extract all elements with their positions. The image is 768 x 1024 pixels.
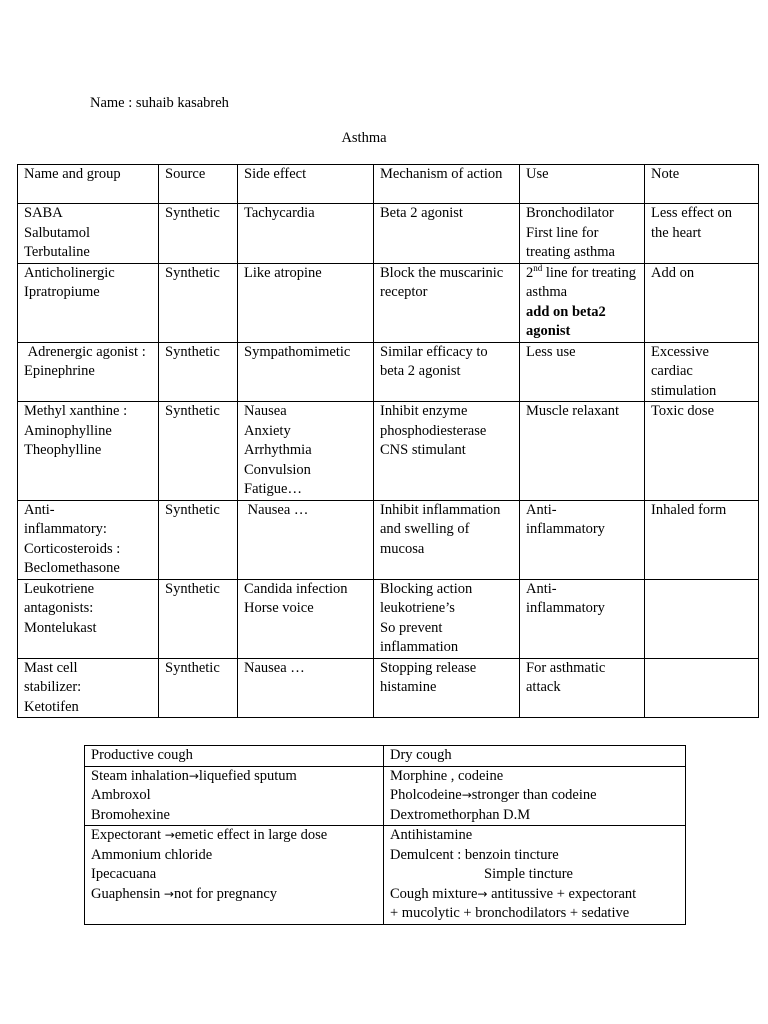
mechanism-cell	[374, 500, 520, 579]
header-cell: Use	[520, 165, 645, 204]
cell-line: Anxiety	[244, 422, 291, 439]
document-title: Asthma	[341, 130, 387, 146]
arrow-right-icon: →	[188, 768, 199, 783]
side-effect-cell	[238, 342, 374, 402]
asthma-drug-table	[17, 164, 759, 718]
cell-line	[91, 767, 377, 787]
dry-cough-cell	[384, 766, 686, 826]
header-cell: Dry cough	[384, 746, 686, 767]
cell-line: For asthmatic attack	[526, 659, 606, 695]
cell-line: + mucolytic + bronchodilators + sedative	[390, 905, 630, 921]
cell-line: Ketotifen	[24, 698, 79, 715]
header-cell: Side effect	[238, 165, 374, 204]
cell-line: Simple tincture	[484, 866, 573, 882]
cell-line: Adrenergic agonist :	[24, 343, 146, 360]
mechanism-cell	[374, 579, 520, 658]
name-group-cell	[18, 342, 159, 402]
cell-line: Ambroxol	[91, 787, 151, 803]
cell-line: Fatigue…	[244, 481, 302, 497]
arrow-right-icon: →	[164, 828, 175, 842]
cell-line: Ipecacuana	[91, 866, 157, 882]
cell-line: Toxic dose	[651, 403, 715, 419]
source-cell: Synthetic	[159, 263, 238, 342]
cell-line: Horse voice	[244, 600, 314, 616]
cell-line: Bromohexine	[91, 806, 170, 823]
table-row	[85, 766, 686, 826]
dry-cough-cell	[384, 826, 686, 925]
cell-text: emetic effect in large dose	[174, 827, 328, 843]
cell-line: Anti-inflammatory:	[24, 501, 107, 537]
cell-line: Methyl xanthine :	[24, 403, 128, 419]
cell-text: Cough mixture	[390, 885, 478, 902]
cell-text: antitussive + expectorant	[487, 885, 637, 902]
header-cell: Mechanism of action	[374, 165, 520, 204]
arrow-right-icon: →	[477, 886, 488, 901]
cell-line: Blocking action leukotriene’s	[380, 580, 473, 616]
cell-line: First line for treating asthma	[526, 224, 615, 260]
ordinal-suffix: nd	[533, 262, 543, 273]
side-effect-cell	[238, 263, 374, 342]
name-group-cell	[18, 263, 159, 342]
cell-line: Beclomethasone	[24, 560, 120, 576]
table-row	[18, 342, 759, 402]
cell-line: Less effect on the heart	[651, 205, 733, 241]
cell-line: CNS stimulant	[380, 442, 466, 458]
side-effect-cell	[238, 500, 374, 579]
cell-line: Arrhythmia	[244, 442, 312, 458]
table-row	[18, 658, 759, 718]
cell-line	[390, 885, 679, 905]
table-row	[18, 204, 759, 264]
document-title-wrap	[0, 129, 768, 149]
header-cell: Note	[645, 165, 759, 204]
source-cell: Synthetic	[159, 342, 238, 402]
cell-line: Bronchodilator	[526, 205, 614, 221]
cell-line: Inhibit inflammation and swelling of mucosa	[380, 501, 501, 557]
header-cell: Source	[159, 165, 238, 204]
source-cell: Synthetic	[159, 500, 238, 579]
cell-line	[526, 264, 638, 303]
table-row	[18, 263, 759, 342]
cell-line: Anticholinergic	[24, 264, 115, 281]
cell-text: Expectorant	[91, 827, 165, 843]
cell-line: Anti-inflammatory	[526, 501, 605, 537]
table-header-row	[85, 746, 686, 767]
use-cell	[520, 579, 645, 658]
use-cell	[520, 500, 645, 579]
source-cell: Synthetic	[159, 204, 238, 264]
cell-text: Steam inhalation	[91, 767, 189, 784]
cell-line: Nausea …	[244, 659, 305, 676]
cell-line: Aminophylline	[24, 422, 112, 439]
mechanism-cell	[374, 342, 520, 402]
arrow-right-icon: →	[461, 788, 472, 802]
note-cell	[645, 658, 759, 718]
name-group-cell	[18, 500, 159, 579]
table-row	[18, 500, 759, 579]
use-cell	[520, 658, 645, 718]
cell-line: Salbutamol	[24, 224, 91, 241]
cell-line: Muscle relaxant	[526, 403, 620, 419]
header-cell: Productive cough	[85, 746, 384, 767]
name-group-cell	[18, 402, 159, 501]
cell-line: Nausea	[244, 403, 287, 419]
cell-line: Anti-inflammatory	[526, 580, 605, 616]
productive-cough-cell	[85, 826, 384, 925]
mechanism-cell	[374, 658, 520, 718]
cell-line: Mast cell stabilizer:	[24, 659, 82, 695]
cell-line: Inhibit enzyme phosphodiesterase	[380, 403, 487, 439]
mechanism-cell	[374, 402, 520, 501]
cell-line: Stopping release histamine	[380, 659, 477, 695]
note-cell	[645, 204, 759, 264]
source-cell: Synthetic	[159, 658, 238, 718]
name-group-cell	[18, 658, 159, 718]
cough-table	[84, 745, 686, 925]
table-row	[85, 826, 686, 925]
name-group-cell	[18, 579, 159, 658]
mechanism-cell	[374, 263, 520, 342]
cell-line: Like atropine	[244, 264, 322, 281]
cell-line: Beta 2 agonist	[380, 205, 463, 221]
cell-line: SABA	[24, 205, 63, 221]
header-cell: Name and group	[18, 165, 159, 204]
cell-line-bold: add on beta2 agonist	[526, 303, 606, 339]
note-cell	[645, 579, 759, 658]
name-group-cell	[18, 204, 159, 264]
cell-line: Corticosteroids :	[24, 540, 121, 557]
student-name: Name : suhaib kasabreh	[90, 95, 229, 111]
side-effect-cell	[238, 402, 374, 501]
cell-text: not for pregnancy	[173, 885, 278, 902]
cell-line: Inhaled form	[651, 501, 727, 518]
cell-line: Antihistamine	[390, 827, 473, 843]
note-cell	[645, 263, 759, 342]
cell-line: Similar efficacy to beta 2 agonist	[380, 343, 488, 379]
side-effect-cell	[238, 658, 374, 718]
cell-line: So prevent inflammation	[380, 619, 459, 655]
cell-line: Excessive cardiac stimulation	[651, 343, 717, 399]
cell-line: Convulsion	[244, 461, 311, 478]
mechanism-cell	[374, 204, 520, 264]
cell-line	[91, 885, 377, 905]
cell-line: Nausea …	[244, 501, 309, 518]
cell-line: Ipratropiume	[24, 284, 100, 300]
cell-line: Epinephrine	[24, 363, 95, 379]
cell-line: Ammonium chloride	[91, 846, 213, 863]
cell-line: Leukotriene antagonists:	[24, 580, 95, 616]
cell-line: Morphine , codeine	[390, 767, 504, 784]
cell-line: Theophylline	[24, 442, 102, 458]
cell-line: Candida infection	[244, 580, 348, 597]
ordinal-number: 2	[526, 264, 534, 281]
cell-text: Pholcodeine	[390, 787, 462, 803]
cell-line: Add on	[651, 264, 695, 281]
arrow-right-icon: →	[163, 886, 174, 901]
table-row	[18, 579, 759, 658]
side-effect-cell	[238, 579, 374, 658]
table-row	[18, 402, 759, 501]
cell-line: Tachycardia	[244, 205, 315, 221]
note-cell	[645, 402, 759, 501]
productive-cough-cell	[85, 766, 384, 826]
cell-line: Terbutaline	[24, 244, 90, 260]
cell-text: liquefied sputum	[198, 767, 297, 784]
cell-line: Sympathomimetic	[244, 343, 351, 360]
cell-line: Montelukast	[24, 619, 97, 636]
use-text: line for treating asthma	[526, 264, 637, 300]
use-cell	[520, 204, 645, 264]
use-cell	[520, 342, 645, 402]
cell-text: stronger than codeine	[471, 787, 597, 803]
source-cell: Synthetic	[159, 579, 238, 658]
source-cell: Synthetic	[159, 402, 238, 501]
cell-line: Demulcent : benzoin tincture	[390, 846, 559, 863]
use-cell	[520, 263, 645, 342]
side-effect-cell	[238, 204, 374, 264]
cell-line	[91, 826, 377, 846]
note-cell	[645, 500, 759, 579]
table-header-row	[18, 165, 759, 204]
cell-line: Dextromethorphan D.M	[390, 806, 531, 823]
cell-text: Guaphensin	[91, 885, 164, 902]
cell-line: Less use	[526, 343, 576, 360]
note-cell	[645, 342, 759, 402]
use-cell	[520, 402, 645, 501]
cell-line	[390, 786, 679, 806]
cell-line: Block the muscarinic receptor	[380, 264, 504, 300]
